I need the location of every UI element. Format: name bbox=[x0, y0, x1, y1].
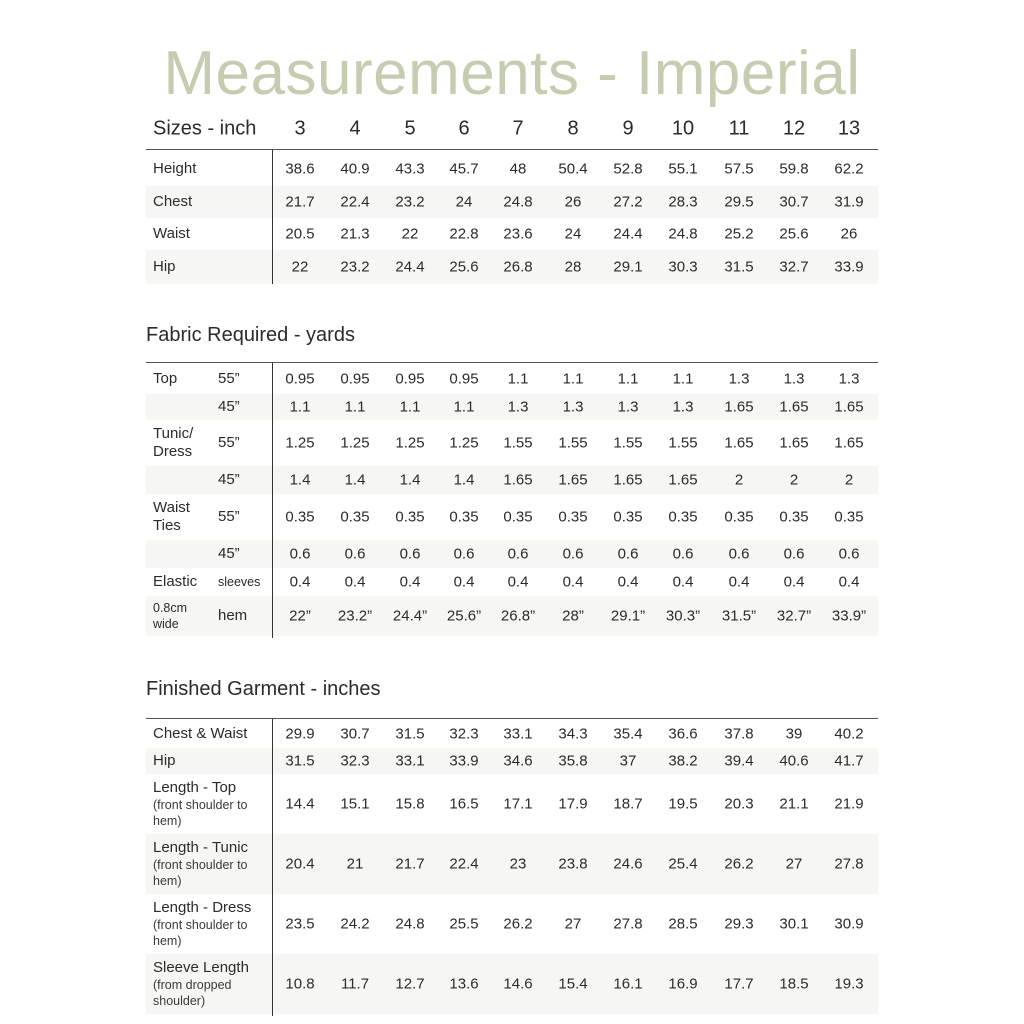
table-cell: 16.1 bbox=[613, 975, 643, 993]
table-cell: 1.3 bbox=[562, 398, 584, 416]
table-cell: 0.35 bbox=[340, 508, 370, 526]
row-label-subtext: wide bbox=[153, 617, 179, 631]
table-cell: 0.6 bbox=[838, 545, 860, 563]
fabric-width-label: 55” bbox=[218, 370, 240, 387]
table-cell: 0.35 bbox=[558, 508, 588, 526]
table-cell: 11.7 bbox=[340, 975, 370, 993]
page-title: Measurements - Imperial bbox=[163, 39, 861, 108]
table-cell: 1.55 bbox=[558, 434, 588, 452]
table-cell: 18.5 bbox=[779, 975, 809, 993]
row-label bbox=[153, 160, 196, 178]
table-cell: 24.2 bbox=[340, 915, 370, 933]
table-cell: 1.25 bbox=[285, 434, 315, 452]
table-cell: 23.2” bbox=[337, 607, 373, 625]
table-cell: 24 bbox=[564, 225, 582, 243]
table-cell: 33.9” bbox=[831, 607, 867, 625]
fabric-width-label: 45” bbox=[218, 471, 240, 488]
table-cell: 30.7 bbox=[779, 193, 809, 211]
row-label-subtext: Dress bbox=[153, 443, 193, 460]
table-row bbox=[146, 596, 878, 636]
table-cell: 27.8 bbox=[834, 855, 864, 873]
table-cell: 26.8 bbox=[503, 258, 533, 276]
table-cell: 0.4 bbox=[838, 573, 860, 591]
table-cell: 34.3 bbox=[558, 725, 588, 743]
table-cell: 32.3 bbox=[340, 752, 370, 770]
table-cell: 0.6 bbox=[728, 545, 750, 563]
table-cell: 52.8 bbox=[613, 160, 643, 178]
table-cell: 55.1 bbox=[668, 160, 698, 178]
table-cell: 1.25 bbox=[340, 434, 370, 452]
table-cell: 30.1 bbox=[779, 915, 809, 933]
table-cell: 30.3” bbox=[665, 607, 701, 625]
row-label bbox=[153, 499, 190, 535]
table-cell: 25.6” bbox=[446, 607, 482, 625]
row-label bbox=[153, 370, 177, 388]
table-row bbox=[146, 250, 878, 284]
table-row bbox=[146, 774, 878, 834]
table-cell: 31.5” bbox=[721, 607, 757, 625]
table-cell: 0.35 bbox=[779, 508, 809, 526]
table-cell: 1.3 bbox=[507, 398, 529, 416]
table-cell: 0.4 bbox=[289, 573, 311, 591]
table-cell: 0.35 bbox=[724, 508, 754, 526]
row-label-text: Height bbox=[153, 160, 197, 177]
fabric-width-label: 45” bbox=[218, 545, 240, 562]
table-row bbox=[146, 218, 878, 250]
table-cell: 62.2 bbox=[834, 160, 864, 178]
table-row bbox=[146, 364, 878, 394]
table-cell: 25.5 bbox=[449, 915, 479, 933]
table-cell: 38.2 bbox=[668, 752, 698, 770]
table-cell: 1.4 bbox=[344, 471, 366, 489]
row-label bbox=[153, 839, 248, 889]
table-cell: 21.3 bbox=[340, 225, 370, 243]
table-cell: 23.2 bbox=[340, 258, 370, 276]
table-cell: 23 bbox=[509, 855, 527, 873]
row-label-subtext: (from dropped bbox=[153, 978, 232, 992]
table-cell: 0.6 bbox=[289, 545, 311, 563]
table-row bbox=[146, 494, 878, 540]
table-cell: 32.7 bbox=[779, 258, 809, 276]
table-cell: 40.2 bbox=[834, 725, 864, 743]
table-cell: 1.4 bbox=[399, 471, 421, 489]
row-label-text: Chest & Waist bbox=[153, 725, 248, 742]
table-cell: 33.1 bbox=[503, 725, 533, 743]
table-cell: 21.9 bbox=[834, 795, 864, 813]
table-cell: 12.7 bbox=[395, 975, 425, 993]
size-header: 8 bbox=[567, 117, 579, 140]
table-cell: 13.6 bbox=[449, 975, 479, 993]
row-label bbox=[153, 258, 176, 276]
table-cell: 1.25 bbox=[449, 434, 479, 452]
table-cell: 15.4 bbox=[558, 975, 588, 993]
table-cell: 1.3 bbox=[783, 370, 805, 388]
table-cell: 15.1 bbox=[340, 795, 370, 813]
table-cell: 23.6 bbox=[503, 225, 533, 243]
table-cell: 0.95 bbox=[285, 370, 315, 388]
table-cell: 21.1 bbox=[779, 795, 809, 813]
table-cell: 40.9 bbox=[340, 160, 370, 178]
size-header: 12 bbox=[782, 117, 806, 140]
table-cell: 1.1 bbox=[344, 398, 366, 416]
table-cell: 0.6 bbox=[453, 545, 475, 563]
table-cell: 0.6 bbox=[672, 545, 694, 563]
table-cell: 57.5 bbox=[724, 160, 754, 178]
table-cell: 17.1 bbox=[503, 795, 533, 813]
table-row bbox=[146, 834, 878, 894]
table-cell: 37.8 bbox=[724, 725, 754, 743]
finished-section-title: Finished Garment - inches bbox=[146, 678, 381, 700]
table-cell: 21.7 bbox=[285, 193, 315, 211]
table-cell: 39 bbox=[785, 725, 803, 743]
table-cell: 0.6 bbox=[344, 545, 366, 563]
table-cell: 14.6 bbox=[503, 975, 533, 993]
row-label bbox=[153, 725, 247, 743]
table-row bbox=[146, 394, 878, 420]
table-cell: 22 bbox=[401, 225, 419, 243]
fabric-table bbox=[146, 362, 878, 638]
row-label-text: Tunic/ bbox=[153, 425, 194, 442]
table-cell: 0.4 bbox=[728, 573, 750, 591]
size-header: 7 bbox=[512, 117, 524, 140]
table-cell: 1.65 bbox=[503, 471, 533, 489]
table-cell: 31.9 bbox=[834, 193, 864, 211]
label-divider bbox=[272, 150, 273, 284]
table-cell: 0.6 bbox=[399, 545, 421, 563]
row-label bbox=[153, 752, 176, 770]
row-label-text: Sleeve Length bbox=[153, 959, 249, 976]
table-cell: 1.55 bbox=[668, 434, 698, 452]
table-cell: 2 bbox=[734, 471, 744, 489]
row-label-text: Top bbox=[153, 370, 178, 387]
size-header: 6 bbox=[458, 117, 470, 140]
table-cell: 0.4 bbox=[507, 573, 529, 591]
row-label-subtext: hem) bbox=[153, 874, 182, 888]
row-label-subtext: (front shoulder to bbox=[153, 918, 248, 932]
row-label-text: Waist bbox=[153, 225, 190, 242]
row-label-subtext: (front shoulder to bbox=[153, 798, 248, 812]
table-cell: 32.7” bbox=[776, 607, 812, 625]
row-label-subtext: (front shoulder to bbox=[153, 858, 248, 872]
row-label-text: 0.8cm bbox=[153, 601, 188, 615]
row-label-text: Waist bbox=[153, 499, 190, 516]
fabric-width-label: hem bbox=[218, 607, 248, 624]
table-cell: 22 bbox=[291, 258, 309, 276]
table-cell: 26.2 bbox=[724, 855, 754, 873]
sizes-header-label: Sizes - inch bbox=[153, 117, 257, 140]
table-cell: 29.5 bbox=[724, 193, 754, 211]
table-cell: 33.9 bbox=[834, 258, 864, 276]
table-cell: 45.7 bbox=[449, 160, 479, 178]
fabric-section-title: Fabric Required - yards bbox=[146, 324, 355, 346]
table-cell: 0.6 bbox=[783, 545, 805, 563]
table-cell: 59.8 bbox=[779, 160, 809, 178]
table-cell: 35.4 bbox=[613, 725, 643, 743]
fabric-top-divider bbox=[146, 362, 878, 363]
fabric-width-label: 55” bbox=[218, 508, 240, 525]
label-divider bbox=[272, 363, 273, 638]
table-cell: 0.4 bbox=[562, 573, 584, 591]
table-cell: 24.8 bbox=[503, 193, 533, 211]
table-cell: 50.4 bbox=[558, 160, 588, 178]
table-cell: 25.4 bbox=[668, 855, 698, 873]
table-cell: 1.65 bbox=[724, 398, 754, 416]
table-cell: 22” bbox=[289, 607, 311, 625]
table-cell: 25.2 bbox=[724, 225, 754, 243]
table-cell: 0.35 bbox=[613, 508, 643, 526]
table-cell: 30.9 bbox=[834, 915, 864, 933]
table-cell: 1.1 bbox=[289, 398, 311, 416]
table-cell: 40.6 bbox=[779, 752, 809, 770]
table-cell: 10.8 bbox=[285, 975, 315, 993]
row-label-text: Chest bbox=[153, 193, 193, 210]
table-cell: 24.4” bbox=[392, 607, 428, 625]
table-cell: 33.9 bbox=[449, 752, 479, 770]
table-cell: 27.8 bbox=[613, 915, 643, 933]
table-cell: 1.65 bbox=[558, 471, 588, 489]
table-cell: 24.4 bbox=[395, 258, 425, 276]
table-cell: 25.6 bbox=[449, 258, 479, 276]
table-cell: 2 bbox=[844, 471, 854, 489]
table-cell: 0.4 bbox=[783, 573, 805, 591]
table-cell: 38.6 bbox=[285, 160, 315, 178]
size-header: 13 bbox=[837, 117, 861, 140]
table-cell: 1.1 bbox=[562, 370, 584, 388]
table-cell: 0.4 bbox=[399, 573, 421, 591]
size-header: 9 bbox=[622, 117, 634, 140]
row-label-subtext: hem) bbox=[153, 814, 182, 828]
row-label bbox=[153, 959, 249, 1009]
row-label-text: Elastic bbox=[153, 573, 198, 590]
table-cell: 26 bbox=[840, 225, 858, 243]
table-cell: 1.4 bbox=[289, 471, 311, 489]
table-cell: 27 bbox=[564, 915, 582, 933]
table-cell: 1.1 bbox=[399, 398, 421, 416]
table-cell: 48 bbox=[509, 160, 527, 178]
table-cell: 1.3 bbox=[838, 370, 860, 388]
size-header: 5 bbox=[404, 117, 416, 140]
row-label-subtext: Ties bbox=[153, 517, 181, 534]
table-cell: 1.1 bbox=[672, 370, 694, 388]
table-cell: 1.65 bbox=[779, 398, 809, 416]
row-label-text: Length - Dress bbox=[153, 899, 252, 916]
table-row bbox=[146, 954, 878, 1014]
table-cell: 36.6 bbox=[668, 725, 698, 743]
row-label bbox=[153, 425, 193, 461]
table-cell: 2 bbox=[789, 471, 799, 489]
table-cell: 26.2 bbox=[503, 915, 533, 933]
row-label-text: Length - Tunic bbox=[153, 839, 249, 856]
table-cell: 1.65 bbox=[834, 398, 864, 416]
table-cell: 1.1 bbox=[453, 398, 475, 416]
table-row bbox=[146, 420, 878, 466]
table-row bbox=[146, 152, 878, 186]
table-cell: 28.3 bbox=[668, 193, 698, 211]
table-cell: 1.4 bbox=[453, 471, 475, 489]
row-label bbox=[153, 899, 251, 949]
table-cell: 43.3 bbox=[395, 160, 425, 178]
table-cell: 24.6 bbox=[613, 855, 643, 873]
size-header: 10 bbox=[671, 117, 695, 140]
table-cell: 1.1 bbox=[617, 370, 639, 388]
measurements-table bbox=[146, 110, 878, 286]
table-cell: 30.3 bbox=[668, 258, 698, 276]
row-label-subtext: shoulder) bbox=[153, 994, 206, 1008]
table-cell: 29.9 bbox=[285, 725, 315, 743]
table-cell: 22.4 bbox=[449, 855, 479, 873]
table-cell: 32.3 bbox=[449, 725, 479, 743]
table-cell: 17.7 bbox=[724, 975, 754, 993]
table-cell: 25.6 bbox=[779, 225, 809, 243]
table-cell: 39.4 bbox=[724, 752, 754, 770]
table-row bbox=[146, 186, 878, 218]
table-cell: 30.7 bbox=[340, 725, 370, 743]
table-cell: 0.4 bbox=[617, 573, 639, 591]
table-cell: 1.3 bbox=[672, 398, 694, 416]
table-cell: 1.65 bbox=[724, 434, 754, 452]
table-cell: 1.55 bbox=[503, 434, 533, 452]
table-cell: 34.6 bbox=[503, 752, 533, 770]
table-cell: 0.35 bbox=[285, 508, 315, 526]
table-cell: 20.4 bbox=[285, 855, 315, 873]
table-cell: 1.65 bbox=[613, 471, 643, 489]
table-cell: 31.5 bbox=[395, 725, 425, 743]
table-cell: 18.7 bbox=[613, 795, 643, 813]
measurements-header-row bbox=[146, 110, 878, 148]
table-cell: 20.3 bbox=[724, 795, 754, 813]
table-cell: 0.95 bbox=[340, 370, 370, 388]
table-cell: 24.8 bbox=[668, 225, 698, 243]
table-cell: 31.5 bbox=[724, 258, 754, 276]
table-cell: 22.4 bbox=[340, 193, 370, 211]
table-cell: 29.3 bbox=[724, 915, 754, 933]
table-cell: 19.5 bbox=[668, 795, 698, 813]
table-cell: 1.55 bbox=[613, 434, 643, 452]
table-cell: 26.8” bbox=[500, 607, 536, 625]
table-cell: 20.5 bbox=[285, 225, 315, 243]
table-cell: 27 bbox=[785, 855, 803, 873]
table-cell: 1.65 bbox=[834, 434, 864, 452]
table-cell: 16.9 bbox=[668, 975, 698, 993]
row-label-text: Length - Top bbox=[153, 779, 237, 796]
table-cell: 1.1 bbox=[507, 370, 529, 388]
table-cell: 0.35 bbox=[395, 508, 425, 526]
table-row bbox=[146, 466, 878, 494]
table-cell: 33.1 bbox=[395, 752, 425, 770]
table-cell: 1.3 bbox=[728, 370, 750, 388]
table-cell: 24.4 bbox=[613, 225, 643, 243]
table-cell: 17.9 bbox=[558, 795, 588, 813]
table-cell: 0.35 bbox=[449, 508, 479, 526]
size-header: 4 bbox=[349, 117, 361, 140]
table-cell: 0.6 bbox=[507, 545, 529, 563]
table-cell: 1.25 bbox=[395, 434, 425, 452]
table-cell: 1.65 bbox=[668, 471, 698, 489]
label-divider bbox=[272, 719, 273, 1016]
table-cell: 22.8 bbox=[449, 225, 479, 243]
table-cell: 23.5 bbox=[285, 915, 315, 933]
row-label-text: Hip bbox=[153, 258, 176, 275]
table-cell: 0.35 bbox=[834, 508, 864, 526]
table-cell: 27.2 bbox=[613, 193, 643, 211]
table-row bbox=[146, 720, 878, 748]
table-cell: 29.1 bbox=[613, 258, 643, 276]
table-cell: 28 bbox=[564, 258, 582, 276]
table-row bbox=[146, 894, 878, 954]
table-cell: 24.8 bbox=[395, 915, 425, 933]
row-label bbox=[153, 600, 187, 632]
table-cell: 14.4 bbox=[285, 795, 315, 813]
row-label-subtext: hem) bbox=[153, 934, 182, 948]
size-header: 3 bbox=[294, 117, 306, 140]
table-cell: 0.35 bbox=[503, 508, 533, 526]
table-cell: 21.7 bbox=[395, 855, 425, 873]
finished-top-divider bbox=[146, 718, 878, 719]
table-cell: 37 bbox=[619, 752, 637, 770]
table-cell: 41.7 bbox=[834, 752, 864, 770]
table-cell: 23.2 bbox=[395, 193, 425, 211]
table-cell: 0.4 bbox=[344, 573, 366, 591]
table-cell: 0.4 bbox=[672, 573, 694, 591]
row-label bbox=[153, 193, 192, 211]
table-row bbox=[146, 540, 878, 568]
table-cell: 35.8 bbox=[558, 752, 588, 770]
table-cell: 0.95 bbox=[449, 370, 479, 388]
table-cell: 0.4 bbox=[453, 573, 475, 591]
table-cell: 16.5 bbox=[449, 795, 479, 813]
table-cell: 24 bbox=[455, 193, 473, 211]
table-cell: 19.3 bbox=[834, 975, 864, 993]
table-cell: 0.95 bbox=[395, 370, 425, 388]
finished-table bbox=[146, 718, 878, 1016]
table-cell: 15.8 bbox=[395, 795, 425, 813]
table-cell: 0.6 bbox=[562, 545, 584, 563]
table-cell: 1.65 bbox=[779, 434, 809, 452]
table-cell: 0.35 bbox=[668, 508, 698, 526]
row-label bbox=[153, 779, 248, 829]
table-row bbox=[146, 748, 878, 774]
table-cell: 29.1” bbox=[610, 607, 646, 625]
table-cell: 21 bbox=[346, 855, 364, 873]
table-cell: 31.5 bbox=[285, 752, 315, 770]
row-label-text: Hip bbox=[153, 752, 176, 769]
row-label bbox=[153, 573, 197, 591]
fabric-width-label: sleeves bbox=[218, 575, 261, 589]
table-row bbox=[146, 568, 878, 596]
size-header: 11 bbox=[728, 117, 750, 140]
table-cell: 28.5 bbox=[668, 915, 698, 933]
fabric-width-label: 45” bbox=[218, 398, 240, 415]
fabric-width-label: 55” bbox=[218, 434, 240, 451]
table-cell: 26 bbox=[564, 193, 582, 211]
table-cell: 28” bbox=[562, 607, 584, 625]
table-cell: 1.3 bbox=[617, 398, 639, 416]
row-label bbox=[153, 225, 190, 243]
table-cell: 0.6 bbox=[617, 545, 639, 563]
header-divider bbox=[146, 149, 878, 150]
table-cell: 23.8 bbox=[558, 855, 588, 873]
